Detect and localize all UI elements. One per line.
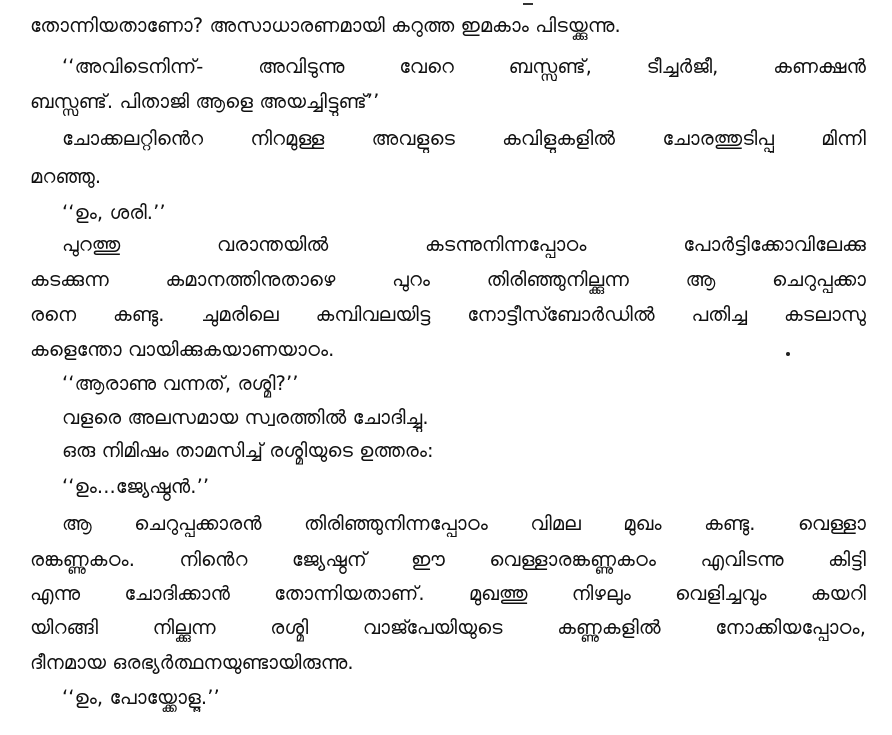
text-line: തോന്നിയതാണോ? അസാധാരണമായി കറുത്ത ഇമകാം പിടയ്ക്കുന്നു. xyxy=(30,14,621,37)
text-line: എന്നു ചോദിക്കാൻ തോന്നിയതാണ്. മുഖത്തു നിഴലും വെളിച്ചവും കയറി xyxy=(30,582,866,605)
text-line: ‘‘ഉം, പോയ്ക്കോളൂ.’’ xyxy=(62,686,220,709)
text-line: ചോക്കലറ്റിൻെറ നിറമുള്ള അവളുടെ കവിളുകളിൽ ചോരത്തുടിപ്പു മിന്നി xyxy=(62,127,866,150)
text-line: ഒരു നിമിഷം താമസിച്ച് രശ്മിയുടെ ഉത്തരം: xyxy=(62,439,434,462)
stray-dot xyxy=(786,352,790,356)
text-line: ‘‘ആരാണു വന്നത്, രശ്മി?’’ xyxy=(62,372,299,395)
text-line: വളരെ അലസമായ സ്വരത്തിൽ ചോദിച്ചു. xyxy=(62,406,429,429)
text-line: മറഞ്ഞു. xyxy=(30,165,102,188)
text-line: പുറത്തു വരാന്തയിൽ കടന്നുനിന്നപ്പോഠം പോർട്ടിക്കോവിലേക്കു xyxy=(62,233,866,256)
page-top-mark xyxy=(523,3,533,5)
text-line: കടക്കുന്ന കമാനത്തിനുതാഴെ പുറം തിരിഞ്ഞുനില്ക്കുന്ന ആ ചെറുപ്പക്കാ xyxy=(30,268,866,291)
text-line: ‘‘ഉം, ശരി.’’ xyxy=(62,201,166,224)
text-line: ‘‘അവിടെനിന്ന്- അവിടുന്നു വേറെ ബസ്സുണ്ട്, ടീച്ചർജീ, കണക്ഷൻ xyxy=(62,55,866,78)
text-line: യിറങ്ങി നില്ക്കുന്ന രശ്മി വാജ്പേയിയുടെ കണ്ണുകളിൽ നോക്കിയപ്പോഠം, xyxy=(30,616,866,639)
text-line: ബസ്സുണ്ട്. പിതാജി ആളെ അയച്ചിട്ടുണ്ട്’’ xyxy=(30,90,380,113)
text-line: ആ ചെറുപ്പക്കാരൻ തിരിഞ്ഞുനിന്നപ്പോഠം വിമല മുഖം കണ്ടു. വെള്ളാ xyxy=(62,512,866,535)
text-line: കളെന്തോ വായിക്കുകയാണയാഠം. xyxy=(30,338,335,361)
text-line: രങ്കണ്ണുകഠം. നിൻെറ ജ്യേഷ്ഠന് ഈ വെള്ളാരങ്കണ്ണുകഠം എവിടന്നു കിട്ടി xyxy=(30,548,866,571)
text-line: ദീനമായ ഒരഭ്യർത്ഥനയുണ്ടായിരുന്നു. xyxy=(30,651,354,674)
text-line: രനെ കണ്ടു. ചുമരിലെ കമ്പിവലയിട്ട നോട്ടീസ്ബോർഡിൽ പതിച്ച കടലാസു xyxy=(30,303,866,326)
text-line: ‘‘ഉം...ജ്യേഷ്ഠൻ.’’ xyxy=(62,475,210,498)
